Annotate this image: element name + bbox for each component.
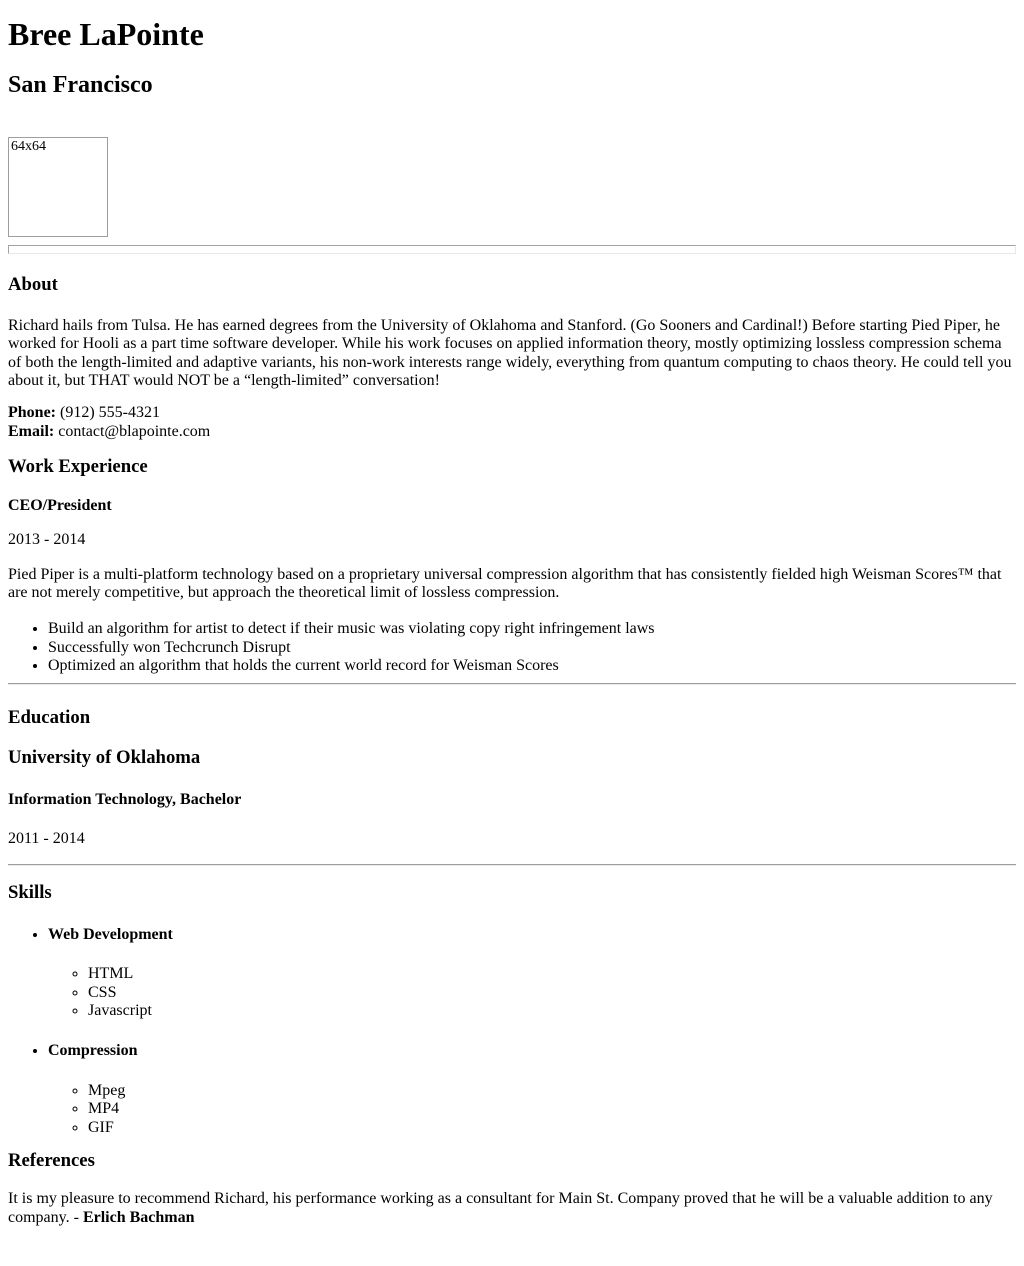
bio-paragraph: Richard hails from Tulsa. He has earned degrees from the University of Oklahoma and Stanford. (Go Sooners and Cardinal!) Before starting Pied Piper, he worked for Hooli as a part time software developer. While his work focuses on applied information theory, mostly optimizing lossless compression schema of both the length-limited and adaptive variants, his non-work interests range widely, everything from quantum computing to chaos theory. He could tell you about it, but THAT would NOT be a “length-limited” conversation! [8, 316, 1012, 390]
skill-group [48, 926, 1016, 1021]
divider [8, 864, 1016, 866]
work-experience-heading: Work Experience [8, 456, 148, 478]
list-item: ◦ CSS [88, 984, 1016, 1002]
skill-group-name: • Compression [48, 1042, 138, 1060]
phone-value: (912) 555-4321 [60, 404, 160, 422]
job-summary: Pied Piper is a multi-platform technology based on a proprietary universal compression algorithm that has consistently fielded high Weisman Scores™ that are not merely competitive, but approach the theoretical limit of lossless compression. [8, 565, 1002, 601]
job-highlights-list [8, 620, 1016, 675]
divider [8, 245, 1016, 254]
list-item: ◦ HTML [88, 965, 1016, 983]
reference-paragraph [8, 1190, 1016, 1227]
skill-group [48, 1042, 1016, 1137]
about-heading: About [8, 274, 58, 296]
email-label: Email: [8, 422, 55, 440]
list-item: ◦ Mpeg [88, 1082, 1016, 1100]
references-heading: References [8, 1149, 95, 1171]
reference-text: It is my pleasure to recommend Richard, his performance working as a consultant for Main St. Company proved that he will be a valuable addition to any company. - [8, 1190, 993, 1226]
skill-keywords-list [48, 965, 1016, 1020]
profile-image-placeholder [8, 137, 108, 237]
reference-author: Erlich Bachman [82, 1208, 195, 1226]
education-heading: Education [8, 706, 91, 728]
education-institution: University of Oklahoma [8, 747, 201, 769]
divider [8, 683, 1016, 685]
education-dates: 2011 - 2014 [8, 829, 85, 847]
phone-label: Phone: [8, 404, 56, 422]
education-degree: Information Technology, Bachelor [8, 790, 242, 808]
list-item: • Optimized an algorithm that holds the current world record for Weisman Scores [48, 657, 1016, 675]
location-heading: San Francisco [8, 71, 153, 98]
list-item: ◦ MP4 [88, 1100, 1016, 1118]
list-item: • Build an algorithm for artist to detect if their music was violating copy right infringement laws [48, 620, 1016, 638]
list-item: • Successfully won Techcrunch Disrupt [48, 639, 1016, 657]
job-title: CEO/President [8, 496, 112, 514]
profile-image-alt-text: 64x64 [11, 139, 46, 155]
job-dates: 2013 - 2014 [8, 531, 86, 549]
skill-group-name: • Web Development [48, 925, 173, 943]
email-value: contact@blapointe.com [58, 422, 211, 440]
skill-keywords-list [48, 1082, 1016, 1137]
list-item: ◦ GIF [88, 1119, 1016, 1137]
skills-heading: Skills [8, 882, 52, 904]
contact-info [8, 404, 1016, 441]
list-item: ◦ Javascript [88, 1002, 1016, 1020]
skills-list [8, 926, 1016, 1137]
page-title: Bree LaPointe [8, 16, 204, 52]
